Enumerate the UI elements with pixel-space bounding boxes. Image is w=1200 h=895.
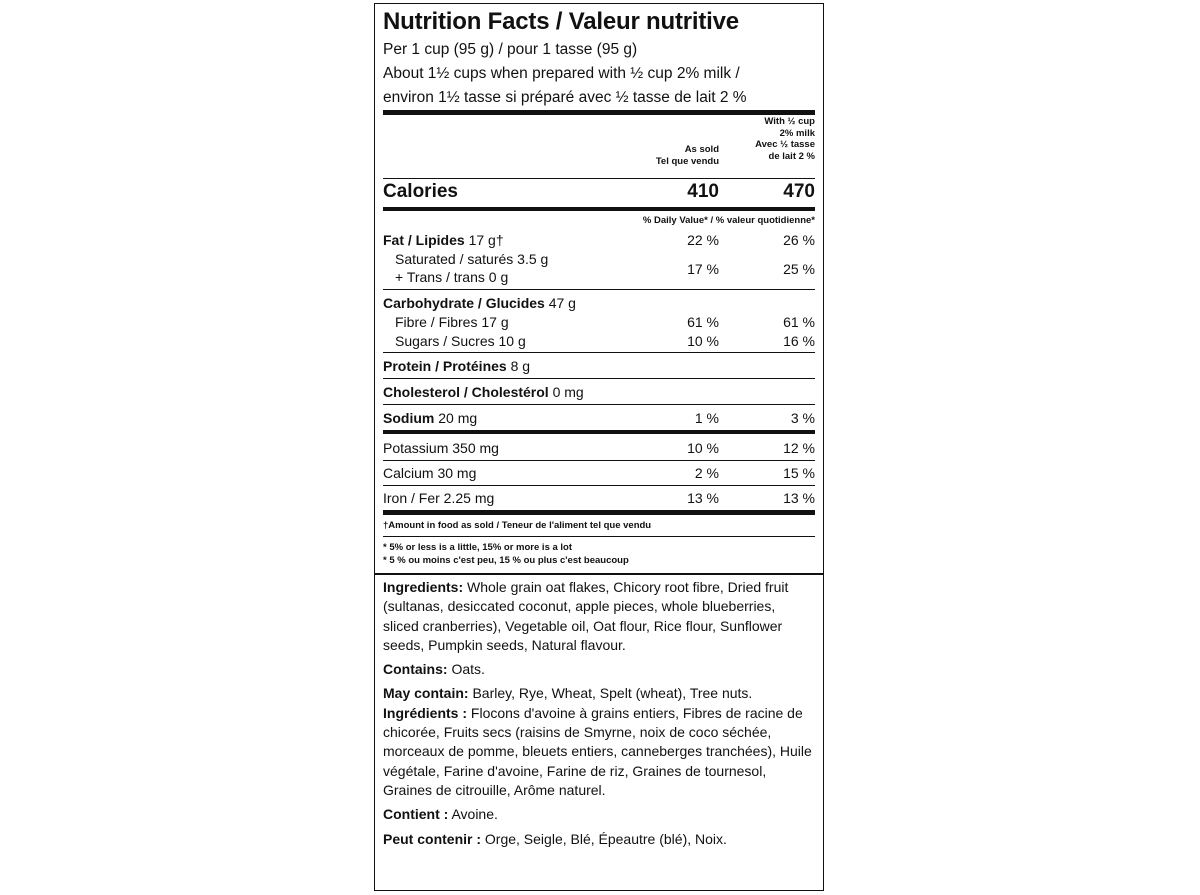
serving-line-3: environ 1½ tasse si préparé avec ½ tasse de lait 2 % bbox=[383, 89, 747, 106]
calcium-dv-prepared: 15 % bbox=[783, 465, 815, 481]
ingredients-section bbox=[383, 578, 813, 849]
iron-label: Iron / Fer 2.25 mg bbox=[383, 490, 495, 506]
calories-prepared: 470 bbox=[783, 181, 815, 202]
cholesterol-label: Cholesterol / Cholestérol 0 mg bbox=[383, 384, 584, 400]
potassium-dv-as-sold: 10 % bbox=[687, 440, 719, 456]
protein-label: Protein / Protéines 8 g bbox=[383, 358, 531, 374]
serving-size bbox=[383, 38, 815, 110]
ingredients-fr: Ingrédients : Flocons d'avoine à grains entiers, Fibres de racine de chicorée, Fruits secs (raisins de Smyrne, noix de coco séchée, morceaux de pomme, bleuets entiers, canneberges tranchées), Huile végétale, Farine d'avoine, Farine de riz, Graines de tournesol, Graines de citrouille, Arôme naturel. bbox=[383, 704, 812, 798]
thick-rule bbox=[383, 510, 815, 515]
divider bbox=[383, 485, 815, 486]
column-header-prepared bbox=[755, 116, 815, 162]
daily-value-footnote-fr: * 5 % ou moins c'est peu, 15 % ou plus c'est beaucoup bbox=[383, 555, 629, 566]
nutrition-facts-label bbox=[374, 3, 824, 891]
serving-line-2: About 1½ cups when prepared with ½ cup 2% milk / bbox=[383, 65, 740, 82]
sugars-dv-prepared: 16 % bbox=[783, 333, 815, 349]
sugars-label: Sugars / Sucres 10 g bbox=[395, 333, 526, 349]
fat-dv-prepared: 26 % bbox=[783, 232, 815, 248]
col1-line1: As sold bbox=[684, 144, 719, 155]
fibre-dv-as-sold: 61 % bbox=[687, 314, 719, 330]
trans-label: + Trans / trans 0 g bbox=[395, 269, 509, 285]
column-header-as-sold bbox=[656, 144, 719, 167]
col2-line4: de lait 2 % bbox=[768, 150, 815, 162]
calcium-label: Calcium 30 mg bbox=[383, 465, 477, 481]
potassium-label: Potassium 350 mg bbox=[383, 440, 499, 456]
potassium-dv-prepared: 12 % bbox=[783, 440, 815, 456]
daily-value-footnote-en: * 5% or less is a little, 15% or more is a lot bbox=[383, 542, 573, 553]
thin-rule bbox=[383, 178, 815, 179]
divider bbox=[383, 289, 815, 290]
iron-dv-as-sold: 13 % bbox=[687, 490, 719, 506]
col2-line2: 2% milk bbox=[779, 127, 815, 139]
divider bbox=[383, 378, 815, 379]
sat-trans-dv-as-sold: 17 % bbox=[687, 261, 719, 277]
sugars-dv-as-sold: 10 % bbox=[687, 333, 719, 349]
col2-line1: With ½ cup bbox=[764, 116, 815, 127]
label-title: Nutrition Facts / Valeur nutritive bbox=[383, 8, 739, 35]
divider bbox=[383, 404, 815, 405]
amount-footnote: †Amount in food as sold / Teneur de l'aliment tel que vendu bbox=[383, 520, 652, 531]
daily-value-header: % Daily Value* / % valeur quotidienne* bbox=[642, 215, 815, 226]
fat-dv-as-sold: 22 % bbox=[687, 232, 719, 248]
medium-rule bbox=[383, 430, 815, 434]
thick-rule bbox=[383, 110, 815, 115]
sodium-label: Sodium 20 mg bbox=[383, 410, 478, 426]
calcium-dv-as-sold: 2 % bbox=[694, 465, 719, 481]
contains-fr: Contient : Avoine. bbox=[383, 806, 498, 823]
divider bbox=[383, 352, 815, 353]
saturated-label: Saturated / saturés 3.5 g bbox=[395, 251, 549, 267]
ingredients-en: Ingredients: Whole grain oat flakes, Chicory root fibre, Dried fruit (sultanas, desiccated coconut, apple pieces, whole blueberries, sliced cranberries), Vegetable oil, Oat flour, Rice flour, Sunflower seeds, Pumpkin seeds, Natural flavour. bbox=[383, 579, 789, 653]
section-divider bbox=[375, 573, 823, 575]
medium-rule bbox=[383, 207, 815, 211]
fat-label: Fat / Lipides 17 g† bbox=[383, 232, 504, 248]
carbohydrate-label: Carbohydrate / Glucides 47 g bbox=[383, 295, 576, 311]
calories-as-sold: 410 bbox=[687, 181, 719, 202]
may-contain-en: May contain: Barley, Rye, Wheat, Spelt (wheat), Tree nuts. bbox=[383, 685, 753, 702]
sat-trans-dv-prepared: 25 % bbox=[783, 261, 815, 277]
serving-line-1: Per 1 cup (95 g) / pour 1 tasse (95 g) bbox=[383, 41, 638, 58]
col2-line3: Avec ½ tasse bbox=[755, 139, 815, 150]
calories-label: Calories bbox=[383, 181, 458, 202]
contains-en: Contains: Oats. bbox=[383, 661, 485, 678]
divider bbox=[383, 460, 815, 461]
fibre-dv-prepared: 61 % bbox=[783, 314, 815, 330]
may-contain-fr: Peut contenir : Orge, Seigle, Blé, Épeautre (blé), Noix. bbox=[383, 830, 727, 847]
sodium-dv-as-sold: 1 % bbox=[694, 410, 719, 426]
iron-dv-prepared: 13 % bbox=[783, 490, 815, 506]
fibre-label: Fibre / Fibres 17 g bbox=[395, 314, 509, 330]
divider bbox=[383, 536, 815, 537]
col1-line2: Tel que vendu bbox=[655, 155, 719, 167]
sodium-dv-prepared: 3 % bbox=[790, 410, 815, 426]
